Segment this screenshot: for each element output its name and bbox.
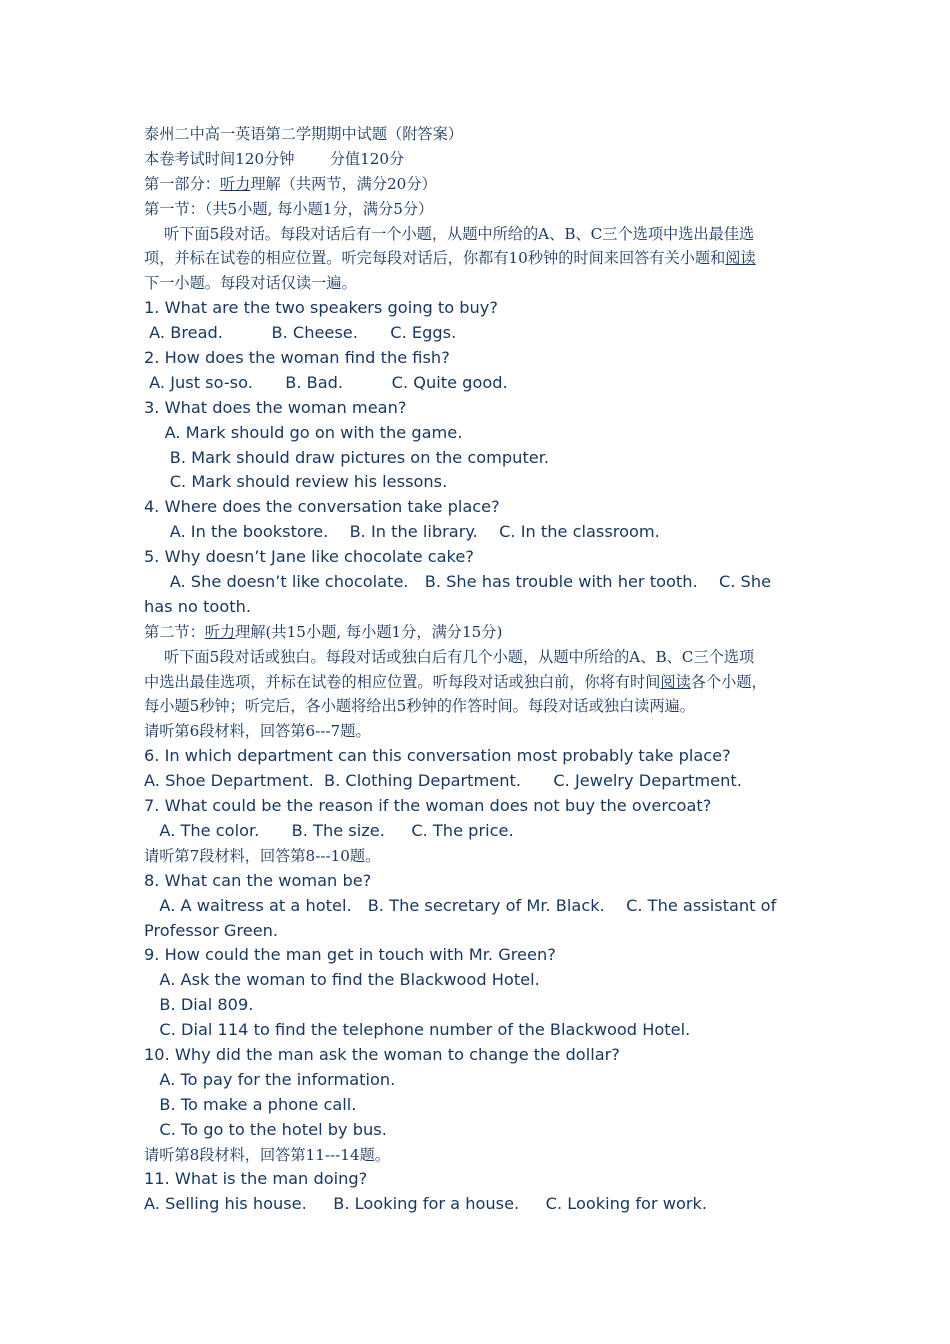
- part1-heading-post: 理解（共两节，满分20分）: [250, 174, 437, 193]
- question-line: has no tooth.: [144, 596, 251, 616]
- question-line: B. Mark should draw pictures on the computer.: [144, 447, 550, 467]
- section1-instr-line2-text: 项，并标在试卷的相应位置。听完每段对话后，你都有10秒钟的时间来回答有关小题和: [144, 249, 726, 268]
- question-line: C. To go to the hotel by bus.: [144, 1119, 387, 1139]
- question-line: A. To pay for the information.: [144, 1069, 396, 1089]
- question-line: C. Mark should review his lessons.: [144, 472, 448, 492]
- question-line: A. In the bookstore. B. In the library. C. In the classroom.: [144, 522, 660, 542]
- question-line: 3. What does the woman mean?: [144, 397, 407, 417]
- question-line: 2. How does the woman find the fish?: [144, 348, 450, 368]
- question-line: A. The color. B. The size. C. The price.: [144, 820, 514, 840]
- part1-heading: [144, 172, 812, 197]
- question-line: B. To make a phone call.: [144, 1094, 357, 1114]
- question-line: A. Bread. B. Cheese. C. Eggs.: [144, 323, 457, 343]
- section1-instructions-line1: 听下面5段对话。每段对话后有一个小题，从题中所给的A、B、C三个选项中选出最佳选: [144, 224, 755, 243]
- question-line: B. Dial 809.: [144, 995, 254, 1015]
- question-line: 9. How could the man get in touch with Mr. Green?: [144, 945, 556, 965]
- question-line: A. Just so-so. B. Bad. C. Quite good.: [144, 372, 508, 392]
- question-line: 10. Why did the man ask the woman to change the dollar?: [144, 1044, 620, 1064]
- section1-instructions-line3: 下一小题。每段对话仅读一遍。: [144, 274, 357, 293]
- section1-instr-line2-underlined: 阅读: [725, 249, 756, 268]
- question-line: A. Ask the woman to find the Blackwood Hotel.: [144, 970, 540, 990]
- section2-instr-line2-post: 各个小题，: [690, 672, 767, 691]
- section2-instr-line2-underlined: 阅读: [660, 672, 691, 691]
- section2-instructions-line1: 听下面5段对话或独白。每段对话或独白后有几个小题，从题中所给的A、B、C三个选项: [144, 647, 755, 666]
- question-line: Professor Green.: [144, 920, 279, 940]
- exam-page: [144, 122, 812, 1217]
- section2-heading: [144, 620, 812, 645]
- question-line: 4. Where does the conversation take place?: [144, 497, 500, 517]
- question-line: A. Shoe Department. B. Clothing Department. C. Jewelry Department.: [144, 771, 742, 791]
- question-line: A. She doesn’t like chocolate. B. She has trouble with her tooth. C. She: [144, 572, 772, 592]
- section1-instructions-line2: [144, 246, 812, 271]
- part1-heading-pre: 第一部分：: [144, 174, 220, 193]
- exam-info: 本卷考试时间120分钟 分值120分: [144, 149, 405, 168]
- section2-heading-underlined: 听力: [204, 622, 236, 641]
- question-line: A. A waitress at a hotel. B. The secretary of Mr. Black. C. The assistant of: [144, 895, 777, 915]
- question-line: 1. What are the two speakers going to buy?: [144, 298, 498, 318]
- section2-heading-pre: 第二节：: [144, 622, 205, 641]
- question-line: 8. What can the woman be?: [144, 870, 372, 890]
- section2-instr-line2-pre: 中选出最佳选项，并标在试卷的相应位置。听每段对话或独白前，你将有时间: [144, 672, 661, 691]
- question-line: 7. What could be the reason if the woman does not buy the overcoat?: [144, 796, 712, 816]
- question-line: C. Dial 114 to find the telephone number of the Blackwood Hotel.: [144, 1020, 691, 1040]
- section2-heading-post: 理解(共15小题, 每小题1分，满分15分): [235, 622, 503, 641]
- section2-instructions-line2: [144, 670, 812, 695]
- question-line: 11. What is the man doing?: [144, 1169, 368, 1189]
- part1-heading-underlined: 听力: [219, 174, 251, 193]
- section1-heading: 第一节：（共5小题, 每小题1分，满分5分）: [144, 199, 434, 218]
- question-line: 5. Why doesn’t Jane like chocolate cake?: [144, 547, 474, 567]
- listen-instruction-7: 请听第7段材料，回答第8---10题。: [144, 846, 381, 865]
- question-line: 6. In which department can this conversation most probably take place?: [144, 746, 731, 766]
- question-line: A. Selling his house. B. Looking for a house. C. Looking for work.: [144, 1194, 708, 1214]
- document-title: 泰州二中高一英语第二学期期中试题（附答案）: [144, 125, 463, 143]
- listen-instruction-8: 请听第8段材料，回答第11---14题。: [144, 1145, 390, 1164]
- question-line: A. Mark should go on with the game.: [144, 422, 463, 442]
- section2-instructions-line3: 每小题5秒钟；听完后，各小题将给出5秒钟的作答时间。每段对话或独白读两遍。: [144, 697, 695, 716]
- listen-instruction-6: 请听第6段材料，回答第6---7题。: [144, 722, 371, 741]
